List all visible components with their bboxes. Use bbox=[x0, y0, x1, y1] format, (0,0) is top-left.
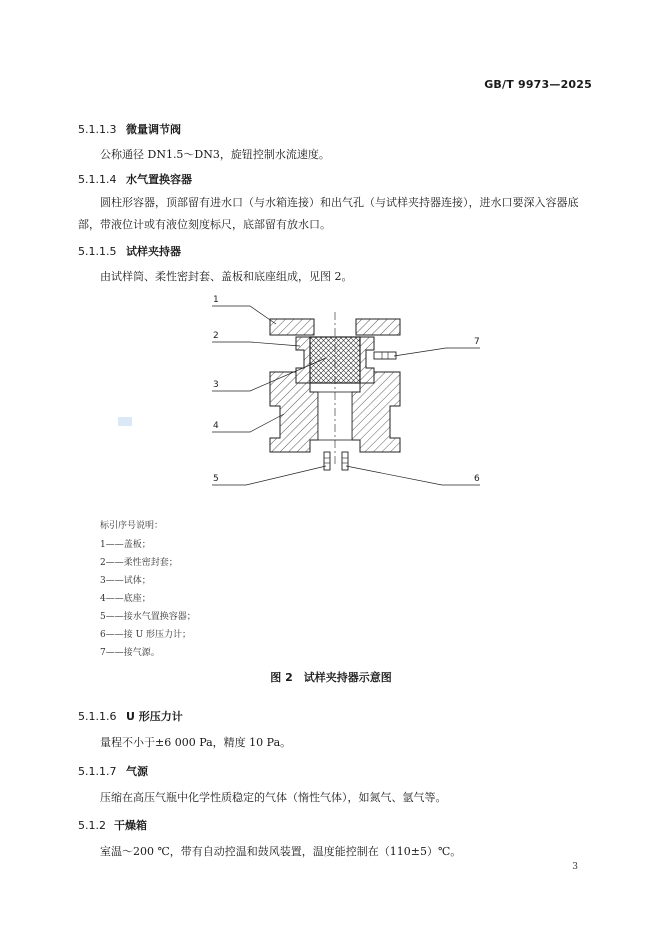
callout-5: 5 bbox=[213, 474, 219, 484]
section-number: 5.1.1.6 bbox=[78, 710, 117, 723]
section-number: 5.1.1.3 bbox=[78, 123, 117, 136]
section-title: 干燥箱 bbox=[114, 819, 147, 832]
section-number: 5.1.1.4 bbox=[78, 173, 117, 186]
section-number: 5.1.1.7 bbox=[78, 765, 117, 778]
section-title: U 形压力计 bbox=[126, 710, 183, 723]
legend-item-5: 5——接水气置换容器； bbox=[100, 612, 196, 622]
section-heading-5-1-1-5 bbox=[78, 243, 181, 259]
section-title: 水气置换容器 bbox=[126, 173, 192, 186]
section-heading-5-1-1-7 bbox=[78, 763, 148, 779]
legend-item-3: 3——试体； bbox=[100, 576, 151, 586]
section-number: 5.1.2 bbox=[78, 819, 106, 832]
callout-3: 3 bbox=[213, 380, 219, 390]
section-number: 5.1.1.5 bbox=[78, 245, 117, 258]
legend-item-2: 2——柔性密封套； bbox=[100, 558, 178, 568]
callout-2: 2 bbox=[213, 331, 219, 341]
section-heading-5-1-2 bbox=[78, 817, 147, 833]
legend-item-7: 7——接气源。 bbox=[100, 648, 160, 658]
section-title: 试样夹持器 bbox=[126, 245, 181, 258]
legend-item-1: 1——盖板； bbox=[100, 540, 151, 550]
section-heading-5-1-1-3 bbox=[78, 121, 181, 137]
figure-caption: 图 2 试样夹持器示意图 bbox=[270, 671, 392, 684]
legend-title: 标引序号说明： bbox=[100, 521, 164, 531]
section-title: 气源 bbox=[126, 765, 148, 778]
callout-6: 6 bbox=[474, 474, 480, 484]
standard-code: GB/T 9973—2025 bbox=[484, 78, 592, 91]
section-text-5-1-1-6: 量程不小于±6 000 Pa，精度 10 Pa。 bbox=[100, 736, 292, 749]
callout-4: 4 bbox=[213, 421, 219, 431]
section-text-5-1-1-4: 圆柱形容器，顶部留有进水口（与水箱连接）和出气孔（与试样夹持器连接），进水口要深入容器底部，带液位计或有液位刻度标尺，底部留有放水口。 bbox=[78, 196, 579, 231]
sample-holder-diagram bbox=[206, 288, 488, 496]
section-heading-5-1-1-4 bbox=[78, 171, 192, 187]
gas-inlet-port bbox=[374, 352, 396, 359]
section-text-5-1-1-7: 压缩在高压气瓶中化学性质稳定的气体（惰性气体），如氮气、氩气等。 bbox=[100, 791, 447, 804]
section-heading-5-1-1-6 bbox=[78, 708, 183, 724]
legend-item-4: 4——底座； bbox=[100, 594, 151, 604]
margin-mark bbox=[118, 417, 132, 426]
section-text-5-1-1-5: 由试样筒、柔性密封套、盖板和底座组成，见图 2。 bbox=[100, 270, 353, 283]
legend-item-6: 6——接 U 形压力计； bbox=[100, 630, 192, 640]
page-number: 3 bbox=[572, 862, 578, 872]
callout-1: 1 bbox=[213, 295, 219, 305]
section-text-5-1-1-3: 公称通径 DN1.5～DN3，旋钮控制水流速度。 bbox=[100, 148, 330, 161]
section-text-5-1-2: 室温～200 ℃，带有自动控温和鼓风装置，温度能控制在（110±5）℃。 bbox=[100, 845, 462, 858]
section-title: 微量调节阀 bbox=[126, 123, 181, 136]
callout-7: 7 bbox=[474, 337, 480, 347]
bottom-ports bbox=[324, 452, 348, 470]
